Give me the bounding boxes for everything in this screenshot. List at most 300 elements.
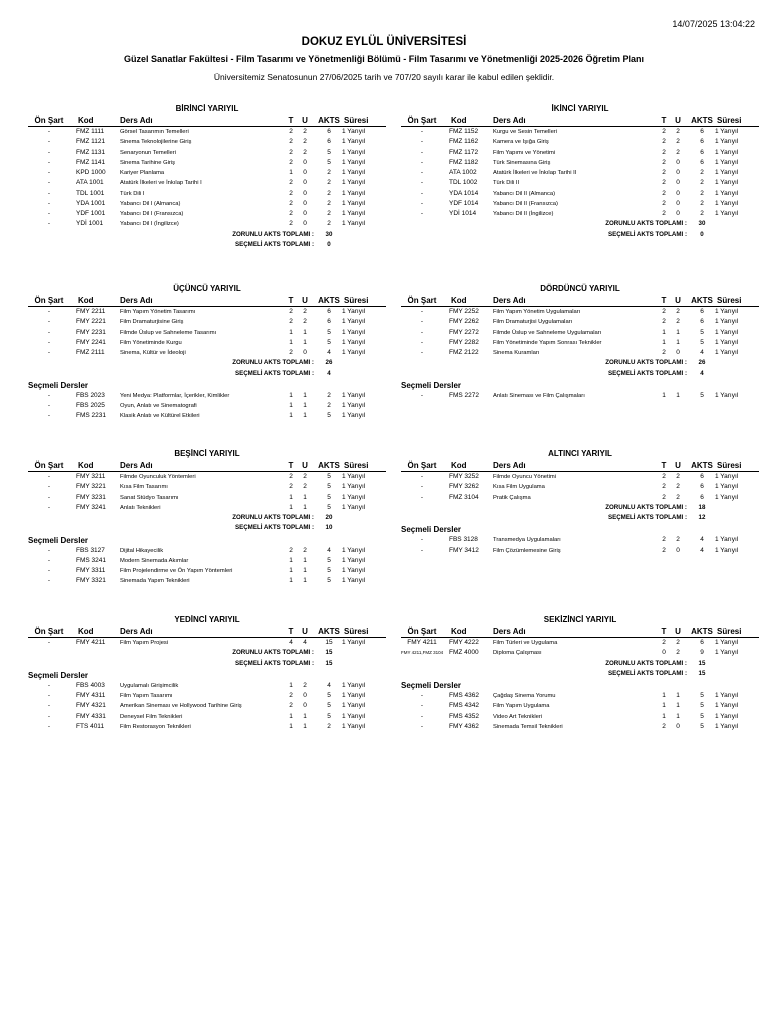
practice-hours-cell: 2 [303, 318, 307, 326]
col-t-header: T [661, 627, 667, 636]
practice-hours-cell: 2 [303, 128, 307, 135]
akts-cell: 2 [327, 169, 331, 176]
prereq-cell: - [420, 128, 424, 135]
col-prereq-header: Ön Şart [34, 296, 64, 305]
university-title: DOKUZ EYLÜL ÜNİVERSİTESİ [301, 36, 467, 48]
akts-cell: 6 [700, 138, 704, 146]
course-row [28, 328, 386, 338]
akts-cell: 2 [327, 179, 331, 187]
course-name-cell: Filmde Üslup ve Sahneleme Uygulamaları [493, 329, 602, 336]
col-akts-header: AKTS [691, 296, 713, 305]
theory-hours-cell: 4 [289, 639, 293, 646]
practice-hours-cell: 1 [303, 402, 307, 409]
duration-cell: 1 Yarıyıl [342, 712, 366, 720]
col-u-header: U [675, 461, 681, 470]
akts-cell: 2 [327, 391, 331, 399]
course-row [28, 493, 386, 503]
col-akts-header: AKTS [691, 461, 713, 470]
course-name-cell: Film Yapım Yönetim Tasarımı [120, 309, 196, 315]
prereq-cell: - [420, 169, 424, 176]
duration-cell: 1 Yarıyıl [342, 577, 366, 585]
prereq-cell: - [47, 391, 51, 399]
practice-hours-cell: 0 [303, 702, 307, 710]
course-row [28, 127, 386, 137]
course-name-cell: Film Dramaturjisine Giriş [120, 319, 184, 326]
akts-cell: 5 [327, 702, 331, 710]
col-code-header: Kod [78, 296, 94, 305]
course-row [401, 158, 759, 168]
col-akts-header: AKTS [318, 461, 340, 470]
col-name-header: Ders Adı [493, 461, 526, 470]
course-name-cell: Yabancı Dil II (İngilizce) [493, 211, 554, 217]
course-row [401, 189, 759, 199]
duration-cell: 1 Yarıyıl [342, 179, 366, 187]
required-akts-total-row [401, 219, 759, 229]
course-row [28, 348, 386, 358]
col-prereq-header: Ön Şart [407, 627, 437, 636]
course-row [401, 127, 759, 137]
practice-hours-cell: 0 [676, 169, 680, 176]
prereq-cell: - [47, 702, 51, 710]
prereq-cell: - [420, 318, 424, 326]
duration-cell: 1 Yarıyıl [342, 402, 366, 409]
prereq-cell: - [47, 483, 51, 491]
prereq-cell: - [420, 391, 424, 399]
elective-course-row [401, 546, 759, 556]
akts-cell: 6 [327, 308, 331, 315]
practice-hours-cell: 0 [303, 179, 307, 187]
course-code-cell: FMZ 1172 [449, 148, 479, 156]
theory-hours-cell: 1 [662, 702, 666, 710]
elective-total-label: SEÇMELİ AKTS TOPLAMI : [234, 659, 314, 667]
practice-hours-cell: 1 [303, 577, 307, 585]
course-code-cell: FMZ 1131 [76, 148, 106, 156]
course-name-cell: Film Yapım Projesi [120, 640, 169, 646]
elective-total-label: SEÇMELİ AKTS TOPLAMI : [234, 240, 314, 248]
course-name-cell: Transmedya Uygulamaları [493, 537, 561, 544]
course-name-cell: Sinema Tarihine Giriş [120, 159, 175, 166]
akts-cell: 5 [327, 692, 331, 699]
akts-cell: 2 [700, 169, 704, 176]
prereq-cell: - [47, 546, 51, 554]
table-header-row [28, 115, 386, 127]
akts-cell: 5 [327, 483, 331, 491]
course-row [401, 472, 759, 482]
elective-course-row [28, 576, 386, 586]
course-code-cell: FMY 2211 [76, 308, 106, 315]
course-name-cell: Uygulamalı Girişimcilik [120, 682, 179, 689]
col-code-header: Kod [451, 461, 467, 470]
col-duration-header: Süresi [717, 116, 742, 125]
practice-hours-cell: 0 [303, 158, 307, 166]
col-t-header: T [661, 461, 667, 470]
theory-hours-cell: 0 [662, 649, 666, 657]
required-total-value: 18 [698, 503, 706, 511]
practice-hours-cell: 1 [303, 722, 307, 730]
prereq-cell: - [47, 189, 51, 197]
course-name-cell: Atatürk İlkeleri ve İnkılap Tarihi I [120, 180, 202, 187]
course-code-cell: FMY 4321 [76, 702, 106, 710]
practice-hours-cell: 2 [303, 546, 307, 554]
required-total-label: ZORUNLU AKTS TOPLAMI : [232, 230, 314, 238]
course-row [28, 148, 386, 158]
elective-total-label: SEÇMELİ AKTS TOPLAMI : [607, 369, 687, 377]
required-total-label: ZORUNLU AKTS TOPLAMI : [232, 514, 314, 521]
course-name-cell: Film Restorasyon Teknikleri [120, 723, 191, 730]
col-name-header: Ders Adı [493, 116, 526, 125]
practice-hours-cell: 2 [303, 308, 307, 315]
prereq-cell: - [47, 402, 51, 409]
practice-hours-cell: 0 [303, 169, 307, 176]
theory-hours-cell: 2 [289, 179, 293, 187]
print-timestamp: 14/07/2025 13:04:22 [672, 19, 755, 29]
elective-course-row [28, 722, 386, 732]
col-prereq-header: Ön Şart [407, 116, 437, 125]
practice-hours-cell: 1 [303, 391, 307, 399]
col-prereq-header: Ön Şart [34, 461, 64, 470]
duration-cell: 1 Yarıyıl [342, 681, 366, 689]
akts-cell: 6 [700, 128, 704, 135]
course-name-cell: Film Yönetiminde Yapım Sonrası Teknikler [493, 339, 602, 346]
elective-total-label: SEÇMELİ AKTS TOPLAMI : [607, 230, 687, 238]
course-code-cell: FMY 3241 [76, 503, 106, 511]
practice-hours-cell: 2 [303, 473, 307, 480]
practice-hours-cell: 0 [303, 199, 307, 207]
semester-title: İKİNCİ YARIYIL [551, 104, 609, 113]
electives-heading: Seçmeli Dersler [28, 380, 89, 390]
practice-hours-cell: 0 [676, 722, 680, 730]
course-name-cell: Sanat Stüdyo Tasarımı [120, 494, 179, 501]
practice-hours-cell: 2 [676, 128, 680, 135]
duration-cell: 1 Yarıyıl [342, 169, 366, 176]
theory-hours-cell: 1 [289, 681, 293, 689]
elective-course-row [28, 691, 386, 701]
theory-hours-cell: 2 [662, 536, 666, 544]
elective-course-row [28, 712, 386, 722]
required-total-value: 26 [698, 359, 706, 367]
duration-cell: 1 Yarıyıl [342, 189, 366, 197]
duration-cell: 1 Yarıyıl [715, 391, 739, 399]
akts-cell: 5 [327, 503, 331, 511]
practice-hours-cell: 1 [303, 503, 307, 511]
prereq-cell: - [420, 148, 424, 156]
col-duration-header: Süresi [717, 627, 742, 636]
col-duration-header: Süresi [344, 461, 369, 470]
semester-section [401, 103, 759, 240]
elective-akts-total-row [401, 369, 759, 379]
akts-cell: 4 [327, 546, 331, 554]
course-row [401, 648, 759, 658]
course-name-cell: Kariyer Planlama [120, 170, 165, 176]
duration-cell: 1 Yarıyıl [715, 338, 739, 346]
semester-title: DÖRDÜNCÜ YARIYIL [540, 284, 620, 293]
course-code-cell: FMZ 2122 [449, 349, 479, 356]
course-code-cell: ATA 1002 [449, 169, 477, 176]
course-name-cell: Kısa Film Uygulama [493, 484, 545, 491]
prereq-cell: - [47, 169, 51, 176]
course-code-cell: FMY 3221 [76, 483, 106, 491]
duration-cell: 1 Yarıyıl [715, 328, 739, 336]
course-name-cell: Video Art Teknikleri [493, 713, 543, 720]
duration-cell: 1 Yarıyıl [715, 189, 739, 197]
practice-hours-cell: 0 [676, 349, 680, 356]
col-t-header: T [288, 461, 294, 470]
prereq-cell: - [420, 199, 424, 207]
akts-cell: 5 [700, 338, 704, 346]
prereq-cell: - [47, 349, 51, 356]
prereq-cell: - [47, 681, 51, 689]
course-code-cell: FMY 2231 [76, 328, 106, 336]
course-row [28, 503, 386, 513]
col-u-header: U [302, 627, 308, 636]
course-code-cell: FMS 4352 [449, 712, 479, 720]
course-code-cell: FMY 4222 [449, 639, 479, 646]
col-akts-header: AKTS [318, 116, 340, 125]
theory-hours-cell: 2 [289, 128, 293, 135]
theory-hours-cell: 2 [289, 546, 293, 554]
akts-cell: 5 [327, 338, 331, 346]
duration-cell: 1 Yarıyıl [342, 308, 366, 315]
prereq-cell: - [420, 536, 424, 544]
theory-hours-cell: 2 [289, 692, 293, 699]
elective-total-value: 0 [327, 240, 331, 248]
col-name-header: Ders Adı [120, 627, 153, 636]
practice-hours-cell: 2 [676, 148, 680, 156]
duration-cell: 1 Yarıyıl [715, 702, 739, 710]
duration-cell: 1 Yarıyıl [342, 148, 366, 156]
col-akts-header: AKTS [318, 627, 340, 636]
electives-heading: Seçmeli Dersler [401, 380, 462, 390]
elective-akts-total-row [28, 523, 386, 533]
course-name-cell: Kurgu ve Sesin Temelleri [493, 129, 558, 135]
required-total-label: ZORUNLU AKTS TOPLAMI : [605, 359, 687, 367]
akts-cell: 6 [700, 473, 704, 480]
course-code-cell: KPD 1000 [76, 169, 106, 176]
col-code-header: Kod [78, 461, 94, 470]
theory-hours-cell: 2 [289, 483, 293, 491]
semester-section [401, 283, 759, 401]
practice-hours-cell: 2 [676, 318, 680, 326]
course-code-cell: FMZ 1162 [449, 138, 479, 146]
required-akts-total-row [28, 513, 386, 523]
akts-cell: 5 [700, 328, 704, 336]
practice-hours-cell: 0 [303, 349, 307, 356]
practice-hours-cell: 0 [676, 189, 680, 197]
prereq-cell: - [47, 503, 51, 511]
prereq-cell: - [420, 349, 424, 356]
akts-cell: 4 [700, 536, 704, 544]
theory-hours-cell: 2 [662, 493, 666, 501]
prereq-cell: - [47, 220, 51, 228]
course-code-cell: FMY 2252 [449, 308, 479, 315]
prereq-cell: - [47, 412, 51, 420]
semester-title: ÜÇÜNCÜ YARIYIL [173, 284, 241, 293]
course-code-cell: FTS 4011 [76, 722, 105, 730]
prereq-cell: - [420, 692, 424, 699]
course-code-cell: FMS 3241 [76, 556, 106, 564]
col-u-header: U [675, 116, 681, 125]
prereq-cell: - [47, 338, 51, 346]
table-header-row [28, 626, 386, 638]
electives-heading: Seçmeli Dersler [28, 535, 89, 545]
akts-cell: 2 [700, 189, 704, 197]
semester-title: SEKİZİNCİ YARIYIL [543, 615, 617, 624]
prereq-cell: - [47, 179, 51, 187]
course-code-cell: FMY 3231 [76, 493, 106, 501]
practice-hours-cell: 0 [303, 220, 307, 228]
prereq-cell: - [420, 338, 424, 346]
prereq-cell: - [420, 308, 424, 315]
theory-hours-cell: 2 [662, 318, 666, 326]
theory-hours-cell: 2 [289, 349, 293, 356]
semester-title: BEŞİNCİ YARIYIL [174, 449, 240, 458]
course-row [401, 199, 759, 209]
course-row [401, 168, 759, 178]
semester-title: BİRİNCİ YARIYIL [175, 104, 239, 113]
akts-cell: 5 [327, 158, 331, 166]
practice-hours-cell: 2 [676, 536, 680, 544]
akts-cell: 6 [700, 483, 704, 491]
duration-cell: 1 Yarıyıl [342, 138, 366, 146]
practice-hours-cell: 1 [303, 567, 307, 574]
prereq-cell: FMY 4211 [407, 639, 437, 646]
course-name-cell: Yabancı Dil II (Almanca) [493, 190, 556, 197]
course-row [28, 199, 386, 209]
required-total-value: 20 [325, 514, 333, 521]
col-code-header: Kod [78, 116, 94, 125]
course-name-cell: Filmde Üslup ve Sahneleme Tasarımı [120, 329, 217, 336]
elective-course-row [401, 722, 759, 732]
theory-hours-cell: 2 [662, 308, 666, 315]
theory-hours-cell: 1 [289, 402, 293, 409]
duration-cell: 1 Yarıyıl [715, 692, 739, 699]
akts-cell: 2 [327, 722, 331, 730]
theory-hours-cell: 2 [662, 148, 666, 156]
prereq-cell: - [47, 210, 51, 217]
semester-title: YEDİNCİ YARIYIL [174, 615, 240, 624]
theory-hours-cell: 2 [289, 158, 293, 166]
theory-hours-cell: 2 [662, 128, 666, 135]
course-row [401, 328, 759, 338]
course-row [28, 482, 386, 492]
duration-cell: 1 Yarıyıl [342, 220, 366, 228]
practice-hours-cell: 2 [303, 138, 307, 146]
course-name-cell: Film Dramaturjisi Uygulamaları [493, 319, 573, 326]
duration-cell: 1 Yarıyıl [342, 318, 366, 326]
akts-cell: 5 [327, 328, 331, 336]
col-t-header: T [288, 116, 294, 125]
akts-cell: 4 [327, 349, 331, 356]
prereq-cell: - [420, 179, 424, 187]
col-u-header: U [302, 296, 308, 305]
course-code-cell: FMS 2272 [449, 391, 479, 399]
course-code-cell: FMY 4311 [76, 692, 106, 699]
course-name-cell: Pratik Çalışma [493, 494, 531, 501]
elective-akts-total-row [28, 369, 386, 379]
prereq-cell: - [420, 712, 424, 720]
duration-cell: 1 Yarıyıl [715, 649, 739, 657]
required-total-label: ZORUNLU AKTS TOPLAMI : [605, 220, 687, 228]
prereq-cell: - [47, 692, 51, 699]
elective-akts-total-row [401, 230, 759, 240]
elective-course-row [401, 391, 759, 401]
prereq-cell: - [420, 546, 424, 554]
elective-total-value: 12 [698, 514, 706, 521]
course-name-cell: Sinema, Kültür ve İdeoloji [120, 350, 186, 356]
course-code-cell: FMY 2262 [449, 318, 479, 326]
practice-hours-cell: 2 [676, 308, 680, 315]
course-name-cell: Film Türleri ve Uygulama [493, 640, 558, 646]
theory-hours-cell: 2 [289, 702, 293, 710]
akts-cell: 4 [700, 546, 704, 554]
duration-cell: 1 Yarıyıl [715, 138, 739, 146]
theory-hours-cell: 2 [662, 483, 666, 491]
course-row [28, 638, 386, 648]
elective-course-row [401, 712, 759, 722]
theory-hours-cell: 1 [662, 391, 666, 399]
theory-hours-cell: 2 [662, 169, 666, 176]
practice-hours-cell: 0 [676, 199, 680, 207]
required-total-label: ZORUNLU AKTS TOPLAMI : [232, 359, 314, 367]
col-prereq-header: Ön Şart [34, 627, 64, 636]
col-akts-header: AKTS [318, 296, 340, 305]
course-name-cell: Film Yönetiminde Kurgu [120, 339, 182, 346]
prereq-cell: - [47, 199, 51, 207]
practice-hours-cell: 2 [676, 483, 680, 491]
col-duration-header: Süresi [344, 627, 369, 636]
course-code-cell: FMZ 1121 [76, 138, 106, 146]
practice-hours-cell: 4 [303, 639, 307, 646]
practice-hours-cell: 2 [303, 148, 307, 156]
required-total-value: 26 [325, 359, 333, 367]
akts-cell: 15 [325, 639, 333, 646]
course-code-cell: FMZ 1152 [449, 128, 479, 135]
duration-cell: 1 Yarıyıl [715, 158, 739, 166]
prereq-cell: - [47, 712, 51, 720]
prereq-cell: - [420, 158, 424, 166]
course-name-cell: Yeni Medya: Platformlar, İçerikler, Kimlikler [120, 392, 230, 399]
course-code-cell: FMY 2241 [76, 338, 106, 346]
practice-hours-cell: 2 [303, 483, 307, 491]
duration-cell: 1 Yarıyıl [342, 503, 366, 511]
akts-cell: 6 [700, 639, 704, 646]
akts-cell: 5 [327, 412, 331, 420]
prereq-cell: - [47, 722, 51, 730]
prereq-cell: - [420, 702, 424, 710]
prereq-cell: - [47, 148, 51, 156]
course-name-cell: Yabancı Dil I (İngilizce) [120, 221, 179, 228]
course-code-cell: FMZ 1111 [76, 128, 105, 135]
course-name-cell: Deneysel Film Teknikleri [120, 713, 183, 720]
prereq-cell: - [47, 158, 51, 166]
course-code-cell: FMY 2221 [76, 318, 106, 326]
course-code-cell: FMY 4331 [76, 712, 106, 720]
course-row [401, 493, 759, 503]
col-name-header: Ders Adı [120, 461, 153, 470]
theory-hours-cell: 1 [662, 692, 666, 699]
theory-hours-cell: 2 [289, 318, 293, 326]
theory-hours-cell: 1 [289, 567, 293, 574]
practice-hours-cell: 1 [676, 338, 680, 346]
course-row [401, 638, 759, 648]
practice-hours-cell: 1 [676, 702, 680, 710]
course-name-cell: Filmde Oyunculuk Yöntemleri [120, 474, 196, 480]
course-name-cell: Türk Dili I [120, 190, 145, 197]
elective-course-row [28, 391, 386, 401]
course-code-cell: FMY 3262 [449, 483, 479, 491]
prereq-cell: - [420, 189, 424, 197]
course-row [28, 307, 386, 317]
